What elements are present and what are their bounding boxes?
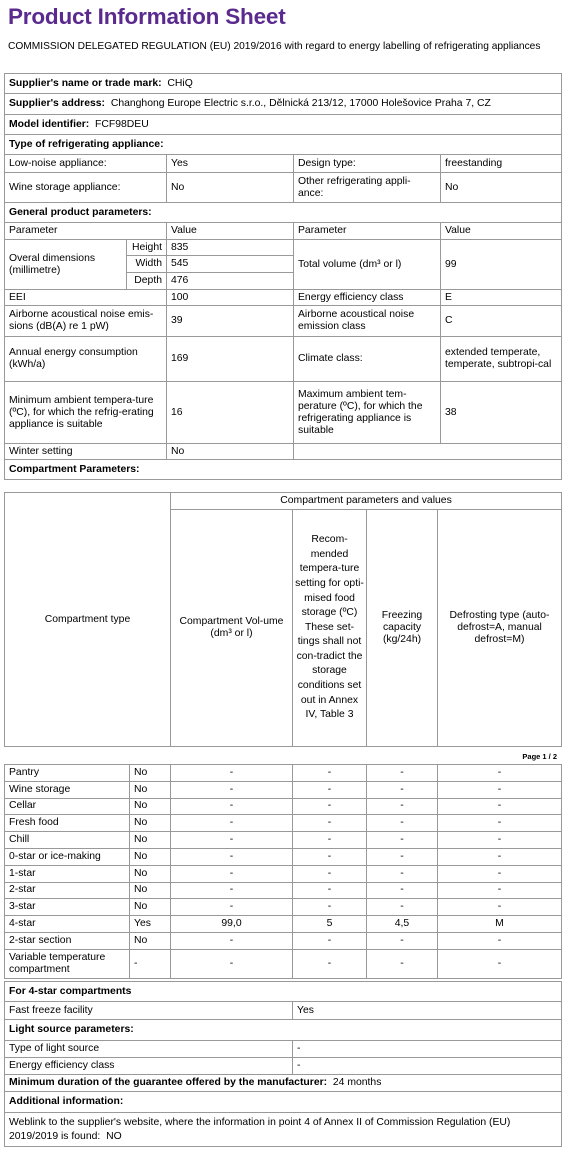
- noise-value: 39: [167, 306, 294, 337]
- compartment-defrost: -: [438, 899, 562, 916]
- eei-value: 100: [167, 290, 294, 306]
- freezing-header: Freezing capacity (kg/24h): [367, 510, 438, 747]
- compartment-row: [5, 815, 562, 832]
- compartment-present: No: [130, 882, 171, 899]
- compartment-freezing: -: [367, 932, 438, 949]
- height-label: Height: [127, 240, 167, 256]
- compartment-defrost: -: [438, 781, 562, 798]
- supplier-address-label: Supplier's address:: [9, 98, 106, 109]
- compartment-present: No: [130, 781, 171, 798]
- compartment-defrost: -: [438, 949, 562, 978]
- compartment-present: No: [130, 815, 171, 832]
- max-temp-value: 38: [441, 382, 562, 444]
- compartment-volume: -: [171, 781, 293, 798]
- light-heading: Light source parameters:: [5, 1020, 562, 1041]
- compartment-temp: 5: [293, 916, 367, 933]
- guarantee-value: 24 months: [332, 1077, 382, 1088]
- supplier-name-value: CHiQ: [167, 77, 193, 89]
- guarantee-row: [5, 1075, 562, 1092]
- compartment-name: 3-star: [5, 899, 130, 916]
- compartment-temp: -: [293, 848, 367, 865]
- compartment-name: 2-star: [5, 882, 130, 899]
- compartment-present: No: [130, 848, 171, 865]
- compartment-defrost: -: [438, 765, 562, 782]
- value-header-2: Value: [441, 223, 562, 240]
- compartment-name: Wine storage: [5, 781, 130, 798]
- compartment-volume: -: [171, 932, 293, 949]
- winter-value: No: [167, 444, 294, 460]
- compartment-freezing: -: [367, 949, 438, 978]
- compartment-row: [5, 882, 562, 899]
- compartment-row: [5, 832, 562, 849]
- weblink-row: [5, 1113, 562, 1147]
- compartment-temp: -: [293, 932, 367, 949]
- light-class-label: Energy efficiency class: [5, 1058, 293, 1075]
- page-number: Page 1 / 2: [522, 752, 557, 761]
- other-appliance-label: Other refrigerating appli-ance:: [294, 173, 441, 203]
- compartment-freezing: -: [367, 832, 438, 849]
- compartment-row: [5, 899, 562, 916]
- compartment-present: No: [130, 899, 171, 916]
- weblink-label: Weblink to the supplier's website, where the information in point 4 of Annex II of Commission Regulation (EU) 2019/2019 is found:: [9, 1116, 511, 1142]
- total-volume-label: Total volume (dm³ or l): [294, 240, 441, 290]
- model-value: FCF98DEU: [95, 118, 149, 130]
- design-type-value: freestanding: [441, 155, 562, 173]
- empty-cell: [294, 444, 562, 460]
- width-value: 545: [167, 256, 294, 273]
- light-type-label: Type of light source: [5, 1041, 293, 1058]
- max-temp-label: Maximum ambient tem-perature (ºC), for which the refrigerating appliance is suitable: [294, 382, 441, 444]
- climate-class-label: Climate class:: [294, 337, 441, 382]
- compartment-present: No: [130, 832, 171, 849]
- dimensions-label: Overal dimensions (millimetre): [5, 240, 127, 290]
- compartment-defrost: -: [438, 832, 562, 849]
- compartment-freezing: 4,5: [367, 916, 438, 933]
- compartment-name: 1-star: [5, 865, 130, 882]
- compartment-temp: -: [293, 949, 367, 978]
- compartment-present: No: [130, 932, 171, 949]
- compartment-temp: -: [293, 832, 367, 849]
- compartment-freezing: -: [367, 798, 438, 815]
- compartment-row: [5, 781, 562, 798]
- winter-label: Winter setting: [5, 444, 167, 460]
- supplier-address-value: Changhong Europe Electric s.r.o., Dělnická 213/12, 17000 Holešovice Praha 7, CZ: [110, 98, 491, 109]
- compartment-volume: -: [171, 882, 293, 899]
- compartment-defrost: -: [438, 848, 562, 865]
- compartment-freezing: -: [367, 781, 438, 798]
- volume-header: Compartment Vol-ume (dm³ or l): [171, 510, 293, 747]
- compartment-rows-table: [4, 764, 562, 979]
- compartment-defrost: -: [438, 932, 562, 949]
- general-heading: General product parameters:: [5, 203, 562, 223]
- wine-storage-label: Wine storage appliance:: [5, 173, 167, 203]
- compartment-name: Variable temperature compartment: [5, 949, 130, 978]
- width-label: Width: [127, 256, 167, 273]
- compartment-freezing: -: [367, 815, 438, 832]
- other-appliance-value: No: [441, 173, 562, 203]
- wine-storage-value: No: [167, 173, 294, 203]
- weblink-value: NO: [106, 1130, 122, 1142]
- compartment-name: Fresh food: [5, 815, 130, 832]
- page-title: Product Information Sheet: [8, 4, 286, 29]
- compartment-row: [5, 949, 562, 978]
- compartment-freezing: -: [367, 765, 438, 782]
- compartment-temp: -: [293, 765, 367, 782]
- depth-label: Depth: [127, 273, 167, 290]
- min-temp-label: Minimum ambient tempera-ture (ºC), for which the refrig-erating appliance is suitable: [5, 382, 167, 444]
- compartment-temp: -: [293, 781, 367, 798]
- depth-value: 476: [167, 273, 294, 290]
- temp-header: Recom-mended tempera-ture setting for opti-mised food storage (ºC) These set-tings shall not con-tradict the storage conditions set out in Annex IV, Table 3: [293, 510, 367, 747]
- noise-class-label: Airborne acoustical noise emission class: [294, 306, 441, 337]
- compartment-name: Cellar: [5, 798, 130, 815]
- compartment-defrost: M: [438, 916, 562, 933]
- height-value: 835: [167, 240, 294, 256]
- compartment-row: [5, 848, 562, 865]
- low-noise-value: Yes: [167, 155, 294, 173]
- compartment-name: 4-star: [5, 916, 130, 933]
- compartment-volume: -: [171, 765, 293, 782]
- supplier-name-label: Supplier's name or trade mark:: [9, 77, 162, 89]
- compartment-volume: -: [171, 848, 293, 865]
- compartment-row: [5, 765, 562, 782]
- compartment-row: [5, 798, 562, 815]
- compartment-row: [5, 932, 562, 949]
- additional-heading: Additional information:: [5, 1092, 562, 1113]
- compartment-present: No: [130, 865, 171, 882]
- noise-label: Airborne acoustical noise emis-sions (dB(A) re 1 pW): [5, 306, 167, 337]
- model-label: Model identifier:: [9, 118, 90, 130]
- value-header: Value: [167, 223, 294, 240]
- energy-class-value: E: [441, 290, 562, 306]
- compartment-freezing: -: [367, 848, 438, 865]
- compartment-defrost: -: [438, 865, 562, 882]
- noise-class-value: C: [441, 306, 562, 337]
- compartment-defrost: -: [438, 815, 562, 832]
- guarantee-label: Minimum duration of the guarantee offered by the manufacturer:: [9, 1077, 328, 1088]
- compartment-row: [5, 865, 562, 882]
- compartment-header-table: [4, 492, 562, 747]
- four-star-heading: For 4-star compartments: [5, 982, 562, 1002]
- compartment-volume: -: [171, 798, 293, 815]
- compartment-defrost: -: [438, 798, 562, 815]
- model-row: [5, 115, 562, 135]
- compartment-type-header: Compartment type: [5, 493, 171, 747]
- eei-label: EEI: [5, 290, 167, 306]
- compartment-volume: -: [171, 949, 293, 978]
- total-volume-value: 99: [441, 240, 562, 290]
- design-type-label: Design type:: [294, 155, 441, 173]
- regulation-text: COMMISSION DELEGATED REGULATION (EU) 2019/2016 with regard to energy labelling of refrigerating appliances: [8, 41, 541, 52]
- compartment-name: 2-star section: [5, 932, 130, 949]
- compartment-temp: -: [293, 798, 367, 815]
- supplier-address-row: [5, 94, 562, 115]
- info-table: [4, 73, 562, 480]
- compartment-freezing: -: [367, 882, 438, 899]
- compartment-name: Chill: [5, 832, 130, 849]
- compartment-volume: 99,0: [171, 916, 293, 933]
- annual-energy-value: 169: [167, 337, 294, 382]
- compartment-heading: Compartment Parameters:: [5, 460, 562, 480]
- compartment-temp: -: [293, 865, 367, 882]
- annual-energy-label: Annual energy consumption (kWh/a): [5, 337, 167, 382]
- compartment-temp: -: [293, 815, 367, 832]
- param-header-2: Parameter: [294, 223, 441, 240]
- compartment-freezing: -: [367, 865, 438, 882]
- type-heading: Type of refrigerating appliance:: [5, 135, 562, 155]
- energy-class-label: Energy efficiency class: [294, 290, 441, 306]
- compartment-row: [5, 916, 562, 933]
- light-type-value: -: [293, 1041, 562, 1058]
- compartment-name: Pantry: [5, 765, 130, 782]
- supplier-name-row: [5, 74, 562, 94]
- compartment-present: No: [130, 765, 171, 782]
- defrost-header: Defrosting type (auto-defrost=A, manual defrost=M): [438, 510, 562, 747]
- compartment-present: No: [130, 798, 171, 815]
- compartment-temp: -: [293, 882, 367, 899]
- climate-class-value: extended temperate, temperate, subtropi-cal: [441, 337, 562, 382]
- compartment-volume: -: [171, 899, 293, 916]
- low-noise-label: Low-noise appliance:: [5, 155, 167, 173]
- compartment-volume: -: [171, 815, 293, 832]
- fast-freeze-value: Yes: [293, 1002, 562, 1020]
- compartment-name: 0-star or ice-making: [5, 848, 130, 865]
- compartment-group-header: Compartment parameters and values: [171, 493, 562, 510]
- compartment-present: -: [130, 949, 171, 978]
- light-class-value: -: [293, 1058, 562, 1075]
- compartment-defrost: -: [438, 882, 562, 899]
- compartment-volume: -: [171, 865, 293, 882]
- bottom-table: [4, 981, 562, 1147]
- compartment-temp: -: [293, 899, 367, 916]
- fast-freeze-label: Fast freeze facility: [5, 1002, 293, 1020]
- compartment-freezing: -: [367, 899, 438, 916]
- compartment-volume: -: [171, 832, 293, 849]
- min-temp-value: 16: [167, 382, 294, 444]
- compartment-present: Yes: [130, 916, 171, 933]
- param-header: Parameter: [5, 223, 167, 240]
